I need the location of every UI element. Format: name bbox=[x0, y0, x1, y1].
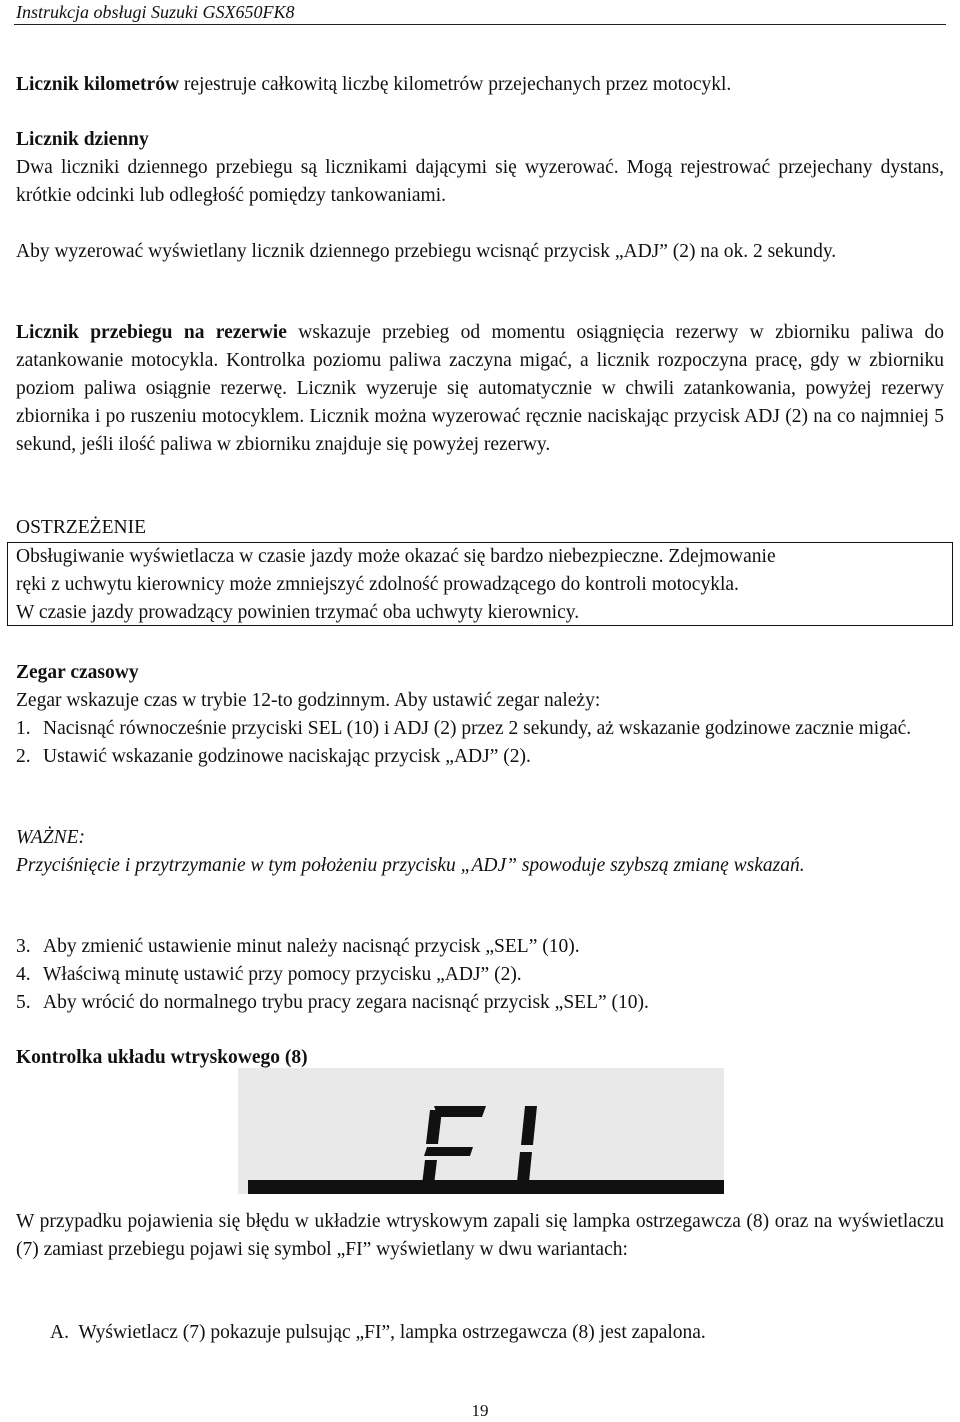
warning-line-2: ręki z uchwytu kierownicy może zmniejszyć zdolność prowadzącego do kontroli motocykla. bbox=[16, 574, 739, 595]
item-a-label: A. bbox=[50, 1322, 69, 1343]
tripmeter-paragraph-2: Aby wyzerować wyświetlany licznik dziennego przebiegu wcisnąć przycisk „ADJ” (2) na ok. 2 sekundy. bbox=[16, 241, 837, 262]
clock-intro: Zegar wskazuje czas w trybie 12-to godzinnym. Aby ustawić zegar należy: bbox=[16, 690, 601, 711]
note-label: WAŻNE: bbox=[16, 827, 86, 848]
step-number: 3. bbox=[16, 936, 31, 957]
page-number: 19 bbox=[471, 1401, 489, 1420]
note-text: Przyciśnięcie i przytrzymanie w tym położeniu przycisku „ADJ” spowoduje szybszą zmianę wskazań. bbox=[16, 855, 805, 876]
step-text: Ustawić wskazanie godzinowe naciskając przycisk „ADJ” (2). bbox=[43, 746, 531, 767]
display-bottom-bar bbox=[248, 1180, 724, 1194]
reserve-text: wskazuje przebieg od momentu osiągnięcia rezerwy w zbiorniku paliwa do zatankowanie motocykla. Kontrolka poziomu paliwa zaczyna migać, a licznik rozpoczyna pracę, gdy w zbiorniku poziom paliwa osiągnie rezerwę. Licznik wyzeruje się automatycznie w chwili zatankowania, powyżej rezerwy zbiornika i po ruszeniu motocyklem. Licznik można wyzerować ręcznie naciskając przycisk ADJ (2) na co najmniej 5 sekund, jeśli ilość paliwa w zbiorniku znajduje się powyżej rezerwy. bbox=[16, 322, 944, 455]
reserve-term: Licznik przebiegu na rezerwie bbox=[16, 322, 287, 343]
tripmeter-heading-text: Licznik dzienny bbox=[16, 129, 149, 150]
header-title: Instrukcja obsługi Suzuki GSX650FK8 bbox=[16, 2, 295, 22]
clock-step bbox=[16, 933, 944, 961]
odometer-term: Licznik kilometrów bbox=[16, 74, 180, 95]
step-number: 5. bbox=[16, 992, 31, 1013]
tripmeter-heading bbox=[16, 126, 944, 154]
fi-display-illustration bbox=[238, 1068, 724, 1194]
fi-paragraph: W przypadku pojawienia się błędu w układzie wtryskowym zapali się lampka ostrzegawcza (8) oraz na wyświetlaczu (7) zamiast przebiegu pojawi się symbol „FI” wyświetlany w dwu wariantach: bbox=[16, 1211, 944, 1260]
warning-line-3: W czasie jazdy prowadzący powinien trzymać oba uchwyty kierownicy. bbox=[16, 602, 580, 623]
page-header bbox=[14, 0, 946, 25]
warning-box bbox=[7, 542, 953, 626]
step-number: 1. bbox=[16, 718, 31, 739]
fi-segment-display bbox=[238, 1068, 724, 1194]
fi-item-a bbox=[50, 1319, 930, 1347]
item-a-text: Wyświetlacz (7) pokazuje pulsując „FI”, lampka ostrzegawcza (8) jest zapalona. bbox=[78, 1322, 706, 1343]
step-text: Nacisnąć równocześnie przyciski SEL (10) i ADJ (2) przez 2 sekundy, aż wskazanie godzinowe zacznie migać. bbox=[43, 718, 912, 739]
reserve-paragraph bbox=[16, 319, 944, 459]
clock-step bbox=[16, 989, 944, 1017]
clock-steps-a bbox=[16, 715, 944, 771]
clock-step bbox=[16, 715, 944, 743]
step-number: 4. bbox=[16, 964, 31, 985]
warning-line-1: Obsługiwanie wyświetlacza w czasie jazdy może okazać się bardzo niebezpieczne. Zdejmowanie bbox=[16, 546, 776, 567]
clock-heading bbox=[16, 659, 944, 687]
clock-step bbox=[16, 961, 944, 989]
odometer-text: rejestruje całkowitą liczbę kilometrów przejechanych przez motocykl. bbox=[179, 74, 732, 95]
tripmeter-paragraph-1: Dwa liczniki dziennego przebiegu są licznikami dającymi się wyzerować. Mogą rejestrować przejechany dystans, krótkie odcinki lub odległość pomiędzy tankowaniami. bbox=[16, 157, 944, 206]
fi-heading-text: Kontrolka układu wtryskowego (8) bbox=[16, 1047, 308, 1068]
step-text: Właściwą minutę ustawić przy pomocy przycisku „ADJ” (2). bbox=[43, 964, 522, 985]
clock-step bbox=[16, 743, 944, 771]
step-text: Aby zmienić ustawienie minut należy nacisnąć przycisk „SEL” (10). bbox=[43, 936, 580, 957]
segment-f-middle bbox=[424, 1147, 473, 1156]
warning-label: OSTRZEŻENIE bbox=[16, 517, 146, 538]
step-text: Aby wrócić do normalnego trybu pracy zegara nacisnąć przycisk „SEL” (10). bbox=[43, 992, 649, 1013]
step-number: 2. bbox=[16, 746, 31, 767]
clock-heading-text: Zegar czasowy bbox=[16, 662, 139, 683]
odometer-paragraph bbox=[16, 71, 944, 99]
clock-steps-b bbox=[16, 933, 944, 1017]
display-background bbox=[238, 1068, 724, 1194]
